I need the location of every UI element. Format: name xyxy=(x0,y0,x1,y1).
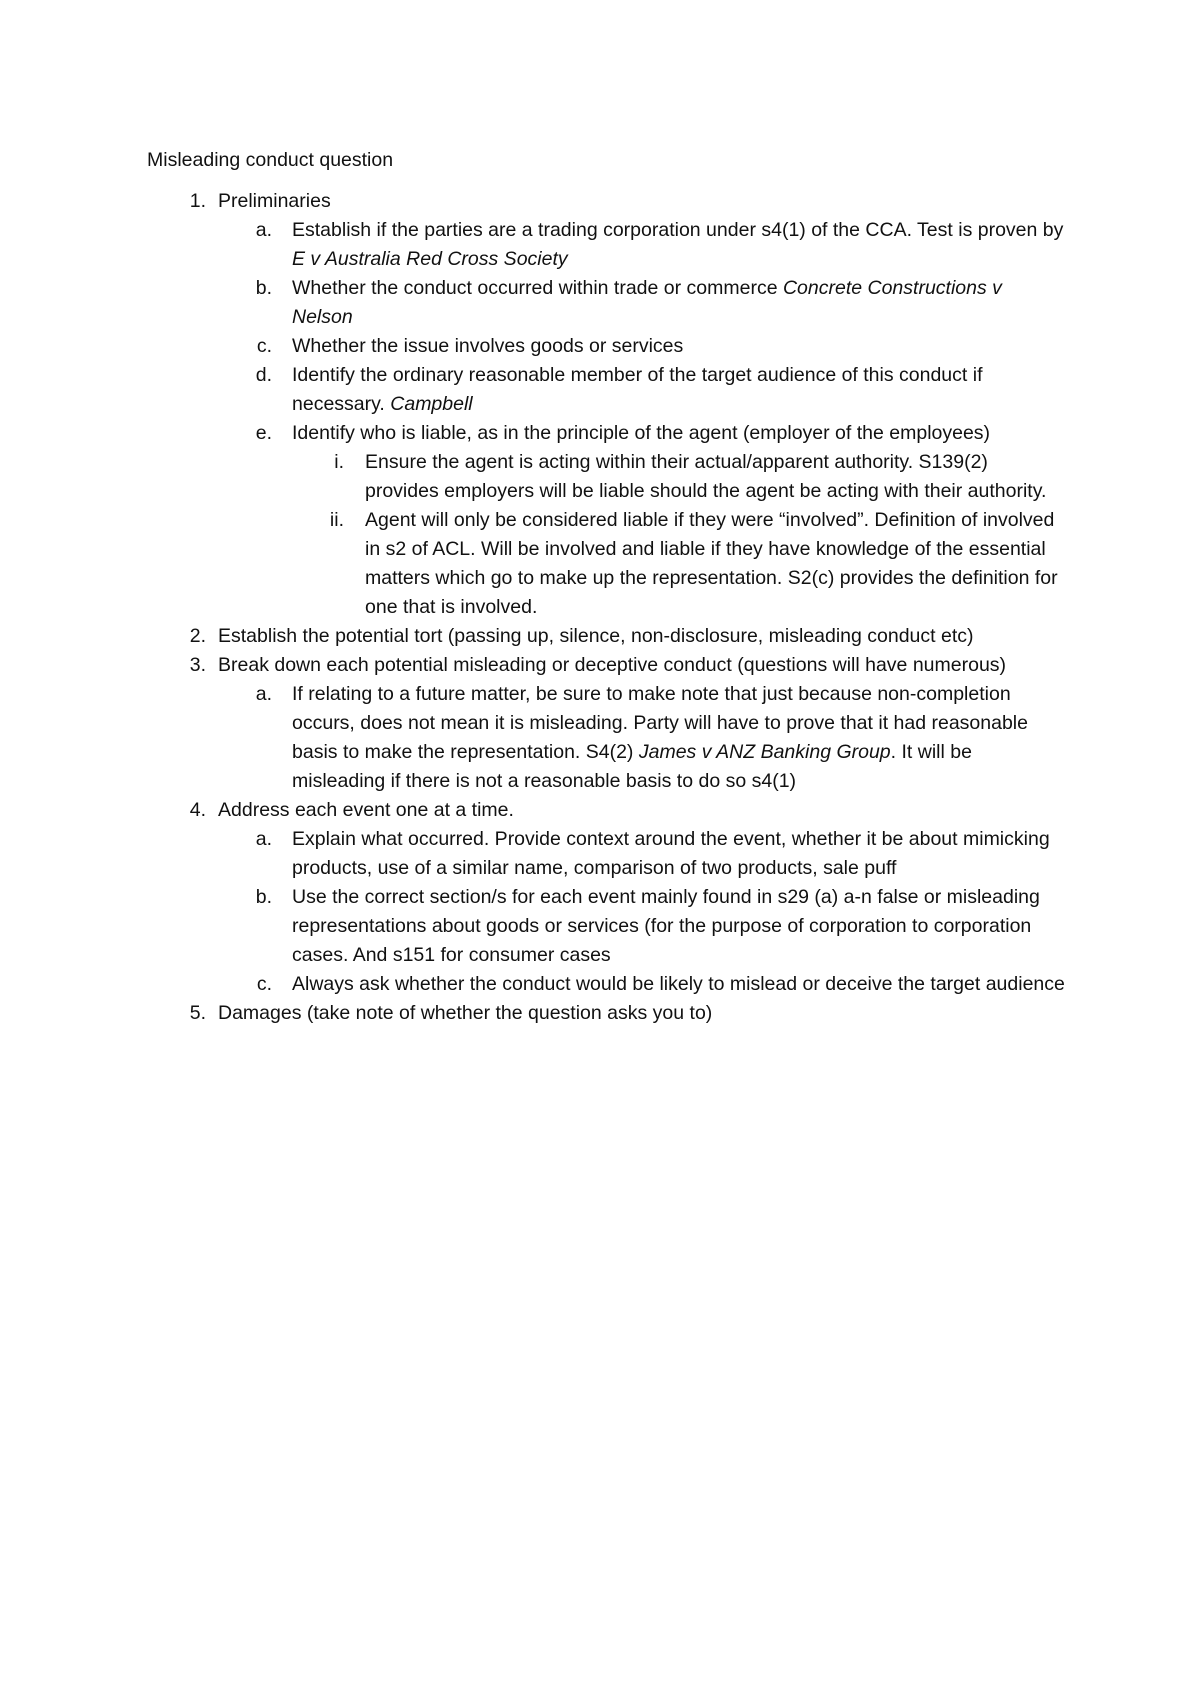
list-item xyxy=(147,187,1067,216)
list-subitem xyxy=(147,332,1067,361)
list-marker: b. xyxy=(255,277,272,299)
list-subitem-text: Whether the issue involves goods or services xyxy=(292,335,684,357)
list-marker: 5. xyxy=(189,1002,206,1024)
list-subitem-text xyxy=(292,680,1067,796)
list-marker: 3. xyxy=(189,654,206,676)
list-subitem xyxy=(147,970,1067,999)
list-subsubitem xyxy=(147,506,1067,622)
list-item xyxy=(147,796,1067,825)
list-marker: 4. xyxy=(189,799,206,821)
subitem-body: Establish if the parties are a trading corporation under s4(1) of the CCA. Test is proven by xyxy=(292,219,1064,241)
list-subitem xyxy=(147,825,1067,883)
list-marker: 1. xyxy=(189,190,206,212)
list-subsubitem xyxy=(147,448,1067,506)
list-subsubitem-text: Ensure the agent is acting within their actual/apparent authority. S139(2) provides employers will be liable should the agent be acting with their authority. xyxy=(365,451,1047,502)
list-item-text: Address each event one at a time. xyxy=(218,799,514,821)
list-item xyxy=(147,622,1067,651)
list-subitem xyxy=(147,274,1067,332)
list-subitem xyxy=(147,216,1067,274)
list-item xyxy=(147,651,1067,680)
subitem-body: Whether the conduct occurred within trade or commerce xyxy=(292,277,783,299)
list-marker: d. xyxy=(255,364,272,386)
list-marker: 2. xyxy=(189,625,206,647)
list-subitem-text: Identify who is liable, as in the principle of the agent (employer of the employees) xyxy=(292,422,991,444)
list-item xyxy=(147,999,1067,1028)
list-marker: i. xyxy=(334,451,344,473)
list-marker: a. xyxy=(255,683,272,705)
case-citation: Concrete Constructions v Nelson xyxy=(292,277,1002,328)
list-item-text: Establish the potential tort (passing up, silence, non-disclosure, misleading conduct etc) xyxy=(218,625,974,647)
case-citation: Campbell xyxy=(390,393,473,415)
subitem-body: Identify the ordinary reasonable member of the target audience of this conduct if necessary. xyxy=(292,364,983,415)
list-subitem-text: Explain what occurred. Provide context around the event, whether it be about mimicking products, use of a similar name, comparison of two products, sale puff xyxy=(292,828,1050,879)
list-marker: a. xyxy=(255,219,272,241)
list-subitem-text: Use the correct section/s for each event mainly found in s29 (a) a-n false or misleading representations about goods or services (for the purpose of corporation to corporation cases. And s151 for consumer cases xyxy=(292,886,1040,966)
list-marker: ii. xyxy=(329,509,344,531)
list-subitem xyxy=(147,680,1067,796)
document-title: Misleading conduct question xyxy=(147,149,394,171)
list-subitem-text xyxy=(292,361,1067,419)
subitem-body: If relating to a future matter, be sure to make note that just because non-completion occurs, does not mean it is misleading. Party will have to prove that it had reasonable basis to make the representation. S4(2) xyxy=(292,683,1028,763)
list-marker: b. xyxy=(255,886,272,908)
case-citation: E v Australia Red Cross Society xyxy=(292,248,568,270)
list-item-text: Preliminaries xyxy=(218,190,331,212)
list-subitem-text xyxy=(292,274,1067,332)
list-marker: c. xyxy=(256,973,272,995)
list-subsubitem-text: Agent will only be considered liable if they were “involved”. Definition of involved in s2 of ACL. Will be involved and liable if they have knowledge of the essential matters which go to make up the representation. S2(c) provides the definition for one that is involved. xyxy=(365,509,1058,618)
case-citation: James v ANZ Banking Group xyxy=(638,741,891,763)
list-subitem xyxy=(147,361,1067,419)
list-subitem-text xyxy=(292,216,1067,274)
subitem-body-after: . It will be misleading if there is not a reasonable basis to do so s4(1) xyxy=(292,741,972,792)
list-item-text: Damages (take note of whether the question asks you to) xyxy=(218,1002,713,1024)
list-subitem xyxy=(147,883,1067,970)
list-item-text: Break down each potential misleading or deceptive conduct (questions will have numerous) xyxy=(218,654,1007,676)
list-subitem xyxy=(147,419,1067,448)
list-marker: a. xyxy=(255,828,272,850)
document-content xyxy=(147,146,1067,1028)
list-subitem-text: Always ask whether the conduct would be likely to mislead or deceive the target audience xyxy=(292,973,1065,995)
list-marker: c. xyxy=(256,335,272,357)
list-marker: e. xyxy=(255,422,272,444)
